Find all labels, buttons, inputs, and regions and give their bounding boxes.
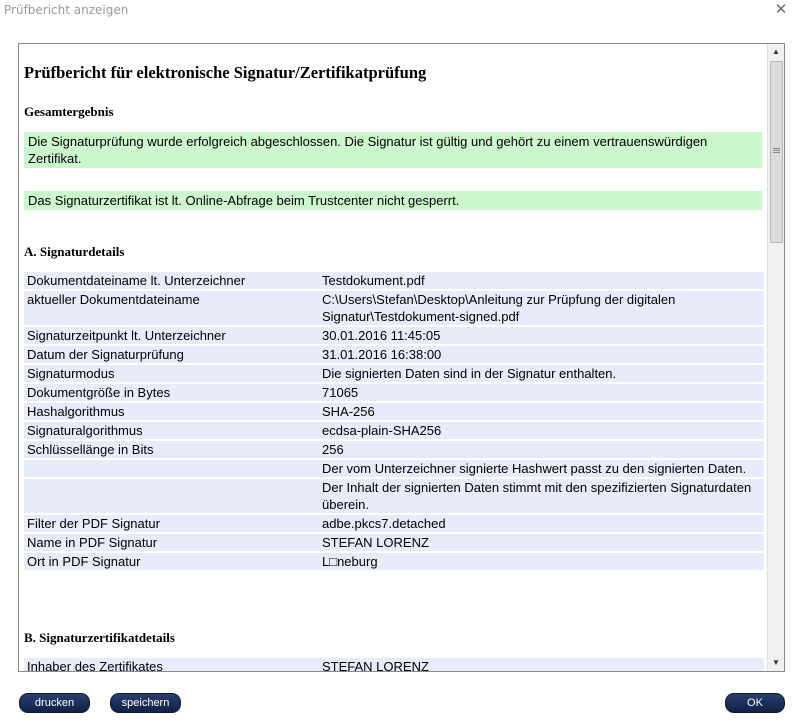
detail-key: Signaturmodus [24,365,319,382]
detail-value: 30.01.2016 11:45:05 [319,327,764,344]
table-row [24,272,764,289]
detail-key: Name in PDF Signatur [24,534,319,551]
detail-key: Signaturzeitpunkt lt. Unterzeichner [24,327,319,344]
detail-key: Signaturalgorithmus [24,422,319,439]
detail-value: ecdsa-plain-SHA256 [319,422,764,439]
ok-button[interactable]: OK [725,693,785,713]
detail-value: STEFAN LORENZ [319,658,764,671]
vertical-scrollbar[interactable] [767,44,784,671]
detail-value: Testdokument.pdf [319,272,764,289]
save-button[interactable]: speichern [110,693,181,713]
overall-message-not-revoked: Das Signaturzertifikat ist lt. Online-Abfrage beim Trustcenter nicht gesperrt. [24,191,762,210]
table-row [24,441,764,458]
report-content [19,44,768,671]
table-row [24,658,764,671]
print-button[interactable]: drucken [19,693,90,713]
table-row [24,515,764,532]
report-panel [18,43,785,672]
window-title: Prüfbericht anzeigen [4,3,129,17]
scroll-down-icon[interactable]: ▼ [772,658,780,667]
detail-value: Der Inhalt der signierten Daten stimmt mit den spezifizierten Signaturdaten überein. [319,479,764,513]
table-row [24,403,764,420]
section-a-heading: A. Signaturdetails [24,244,125,259]
close-icon[interactable]: ✕ [774,1,788,18]
report-title: Prüfbericht für elektronische Signatur/Zertifikatprüfung [24,63,427,82]
detail-value: Der vom Unterzeichner signierte Hashwert passt zu den signierten Daten. [319,460,764,477]
certificate-details-table [24,656,764,671]
detail-key: Hashalgorithmus [24,403,319,420]
detail-value: L□neburg [319,553,764,570]
table-row [24,327,764,344]
table-row [24,384,764,401]
table-row [24,534,764,551]
scrollbar-thumb[interactable] [770,61,783,243]
detail-key [24,460,319,477]
title-bar [0,0,796,22]
scroll-up-icon[interactable]: ▲ [772,47,780,56]
detail-value: 71065 [319,384,764,401]
detail-key: Datum der Signaturprüfung [24,346,319,363]
overall-message-valid: Die Signaturprüfung wurde erfolgreich abgeschlossen. Die Signatur ist gültig und gehört zu einem vertrauenswürdigen Zertifikat. [24,132,762,168]
table-row [24,460,764,477]
overall-heading: Gesamtergebnis [24,104,114,119]
section-b-heading: B. Signaturzertifikatdetails [24,630,175,645]
detail-value: Die signierten Daten sind in der Signatur enthalten. [319,365,764,382]
table-row [24,479,764,513]
detail-value: STEFAN LORENZ [319,534,764,551]
detail-key: Dokumentdateiname lt. Unterzeichner [24,272,319,289]
detail-value: SHA-256 [319,403,764,420]
table-row [24,291,764,325]
detail-key: aktueller Dokumentdateiname [24,291,319,325]
table-row [24,346,764,363]
table-row [24,553,764,570]
signature-details-table [24,270,764,572]
detail-key: Filter der PDF Signatur [24,515,319,532]
detail-key: Inhaber des Zertifikates [24,658,319,671]
detail-key: Schlüssellänge in Bits [24,441,319,458]
detail-value: 256 [319,441,764,458]
detail-key: Ort in PDF Signatur [24,553,319,570]
detail-key [24,479,319,513]
table-row [24,365,764,382]
detail-value: 31.01.2016 16:38:00 [319,346,764,363]
detail-key: Dokumentgröße in Bytes [24,384,319,401]
table-row [24,422,764,439]
detail-value: adbe.pkcs7.detached [319,515,764,532]
detail-value: C:\Users\Stefan\Desktop\Anleitung zur Prüpfung der digitalen Signatur\Testdokument-signed.pdf [319,291,764,325]
